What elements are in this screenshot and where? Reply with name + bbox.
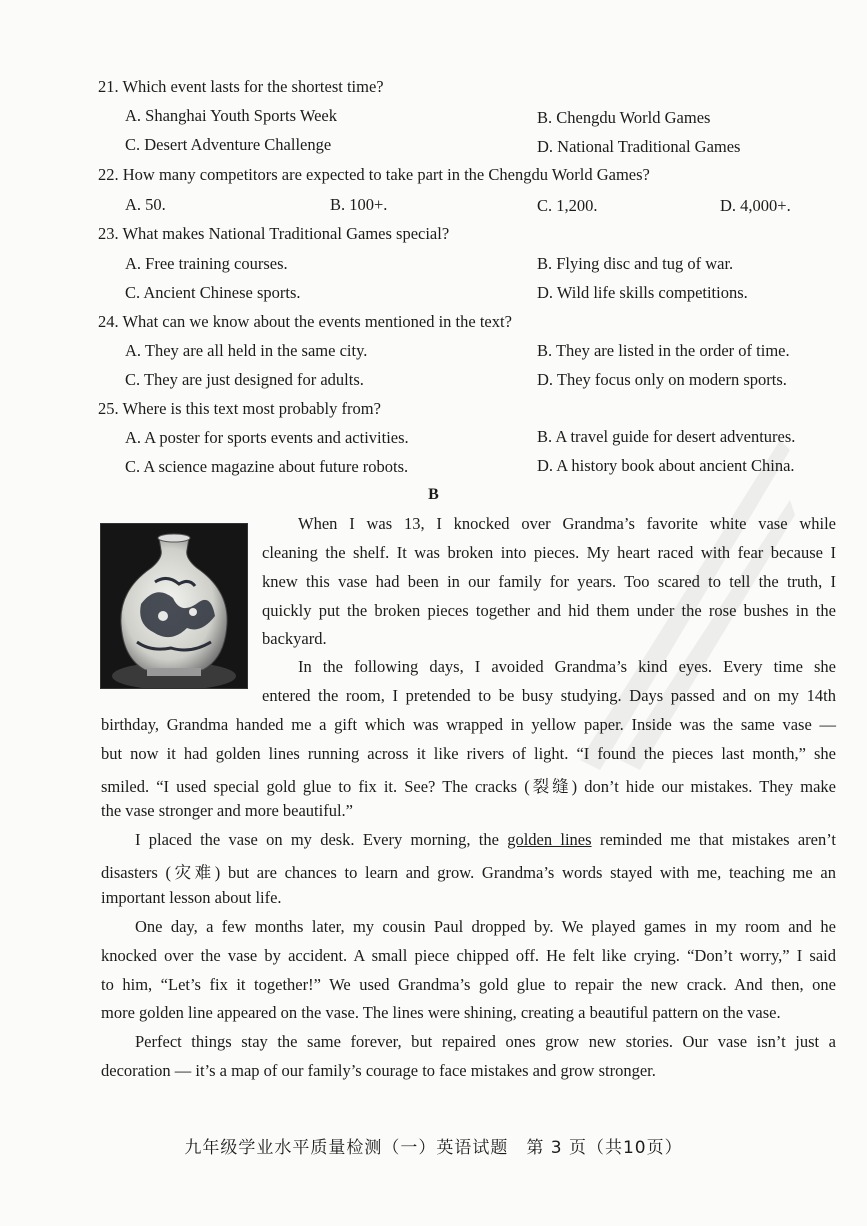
q23-option-c: C. Ancient Chinese sports. — [125, 283, 301, 302]
q24-option-d: D. They focus only on modern sports. — [537, 370, 787, 389]
passage-line: When I was 13, I knocked over Grandma’s favorite white vase while — [298, 514, 836, 533]
passage-line: knew this vase had been in our family for years. Too scared to tell the truth, I — [262, 572, 836, 591]
passage-line: entered the room, I pretended to be busy studying. Days passed and on my 14th — [262, 686, 836, 705]
q24-option-a: A. They are all held in the same city. — [125, 341, 368, 360]
question-23: 23. What makes National Traditional Games special? — [98, 224, 450, 243]
q23-option-a: A. Free training courses. — [125, 254, 288, 273]
passage-line: but now it had golden lines running across it like rivers of light. “I found the pieces last month,” she — [101, 744, 836, 763]
passage-line: Perfect things stay the same forever, but repaired ones grow new stories. Our vase isn’t just a — [135, 1032, 836, 1051]
passage-line: to him, “Let’s fix it together!” We used Grandma’s gold glue to repair the new crack. And then, one — [101, 975, 836, 994]
q23-option-b: B. Flying disc and tug of war. — [537, 254, 734, 273]
q24-option-c: C. They are just designed for adults. — [125, 370, 364, 389]
passage-line: One day, a few months later, my cousin Paul dropped by. We played games in my room and he — [135, 917, 836, 936]
passage-line: birthday, Grandma handed me a gift which was wrapped in yellow paper. Inside was the same vase — — [101, 715, 836, 734]
q25-option-b: B. A travel guide for desert adventures. — [537, 427, 796, 446]
passage-line: cleaning the shelf. It was broken into pieces. My heart raced with fear because I — [262, 543, 836, 562]
passage-line: In the following days, I avoided Grandma’s kind eyes. Every time she — [298, 657, 836, 676]
page-footer: 九年级学业水平质量检测（一）英语试题 第 3 页（共10页） — [184, 1138, 683, 1158]
question-21: 21. Which event lasts for the shortest time? — [98, 77, 384, 96]
passage-line: more golden line appeared on the vase. The lines were shining, creating a beautiful pattern on the vase. — [101, 1003, 781, 1022]
q25-option-d: D. A history book about ancient China. — [537, 456, 795, 475]
passage-line: knocked over the vase by accident. A small piece chipped off. He felt like crying. “Don’t worry,” I said — [101, 946, 836, 965]
q21-option-a: A. Shanghai Youth Sports Week — [125, 106, 337, 125]
q21-option-b: B. Chengdu World Games — [537, 108, 711, 127]
question-24: 24. What can we know about the events mentioned in the text? — [98, 312, 512, 331]
vase-photo — [100, 523, 248, 689]
q22-option-d: D. 4,000+. — [720, 196, 791, 215]
question-22: 22. How many competitors are expected to take part in the Chengdu World Games? — [98, 165, 650, 184]
vase-illustration — [101, 524, 247, 688]
passage-line: quickly put the broken pieces together and hid them under the rose bushes in the — [262, 601, 836, 620]
underlined-phrase: golden lines — [507, 830, 592, 849]
passage-line: decoration — it’s a map of our family’s courage to face mistakes and grow stronger. — [101, 1061, 656, 1080]
section-heading: B — [428, 486, 439, 503]
q25-option-c: C. A science magazine about future robots. — [125, 457, 409, 476]
q21-option-d: D. National Traditional Games — [537, 137, 741, 156]
question-25: 25. Where is this text most probably from? — [98, 399, 381, 418]
q24-option-b: B. They are listed in the order of time. — [537, 341, 790, 360]
passage-line: disasters (灾难) but are chances to learn and grow. Grandma’s words stayed with me, teaching me an — [101, 863, 836, 882]
q21-option-c: C. Desert Adventure Challenge — [125, 135, 332, 154]
q25-option-a: A. A poster for sports events and activities. — [125, 428, 409, 447]
passage-line: smiled. “I used special gold glue to fix it. See? The cracks (裂缝) don’t hide our mistakes. They make — [101, 777, 836, 796]
q23-option-d: D. Wild life skills competitions. — [537, 283, 748, 302]
passage-line: backyard. — [262, 629, 327, 648]
q22-option-c: C. 1,200. — [537, 196, 598, 215]
q22-option-a: A. 50. — [125, 195, 166, 214]
q22-option-b: B. 100+. — [330, 195, 388, 214]
passage-line: the vase stronger and more beautiful.” — [101, 801, 353, 820]
passage-line: important lesson about life. — [101, 888, 282, 907]
passage-line: I placed the vase on my desk. Every morning, the golden lines reminded me that mistakes aren’t — [135, 830, 837, 849]
